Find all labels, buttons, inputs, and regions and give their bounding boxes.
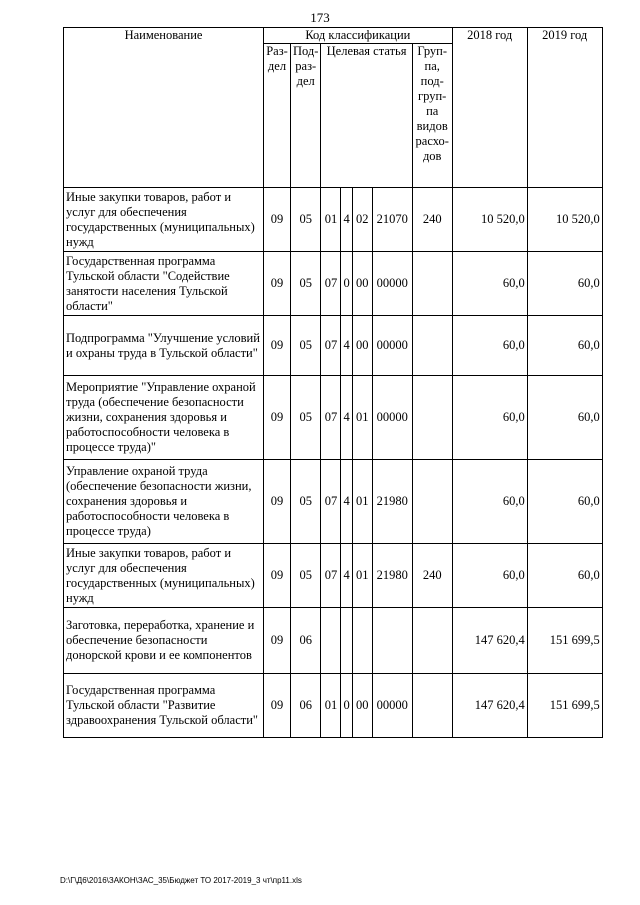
row-target-direction: 21980 xyxy=(372,460,412,544)
row-target-subprogram: 4 xyxy=(341,376,352,460)
header-target: Целевая статья xyxy=(321,44,412,188)
row-target-direction: 00000 xyxy=(372,376,412,460)
row-amount-2019: 60,0 xyxy=(527,316,602,376)
row-target-event: 00 xyxy=(352,674,372,738)
row-amount-2018: 60,0 xyxy=(452,316,527,376)
row-target-program: 07 xyxy=(321,544,341,608)
row-target-event: 00 xyxy=(352,252,372,316)
row-name: Мероприятие "Управление охраной труда (обеспечение безопасности жизни, сохранения здоровья и работоспособности человека в процессе труда)" xyxy=(64,376,264,460)
row-target-subprogram xyxy=(341,608,352,674)
table-row xyxy=(64,674,603,738)
row-target-event: 01 xyxy=(352,460,372,544)
row-subsection: 06 xyxy=(291,674,321,738)
row-target-subprogram: 4 xyxy=(341,460,352,544)
row-target-event: 00 xyxy=(352,316,372,376)
row-target-program xyxy=(321,608,341,674)
row-target-program: 01 xyxy=(321,188,341,252)
row-target-subprogram: 4 xyxy=(341,188,352,252)
row-amount-2018: 147 620,4 xyxy=(452,674,527,738)
table-row xyxy=(64,252,603,316)
row-target-direction: 00000 xyxy=(372,674,412,738)
row-subsection: 05 xyxy=(291,376,321,460)
row-section: 09 xyxy=(264,608,291,674)
row-subsection: 05 xyxy=(291,252,321,316)
row-amount-2018: 10 520,0 xyxy=(452,188,527,252)
row-section: 09 xyxy=(264,460,291,544)
row-subsection: 06 xyxy=(291,608,321,674)
row-expense-group xyxy=(412,608,452,674)
row-target-subprogram: 0 xyxy=(341,674,352,738)
row-target-event: 01 xyxy=(352,376,372,460)
budget-table xyxy=(63,27,603,738)
row-amount-2018: 60,0 xyxy=(452,252,527,316)
row-name: Управление охраной труда (обеспечение безопасности жизни, сохранения здоровья и работоспособности человека в процессе труда) xyxy=(64,460,264,544)
row-amount-2019: 60,0 xyxy=(527,460,602,544)
row-amount-2018: 147 620,4 xyxy=(452,608,527,674)
row-target-direction xyxy=(372,608,412,674)
row-name: Государственная программа Тульской области "Содействие занятости населения Тульской области" xyxy=(64,252,264,316)
row-section: 09 xyxy=(264,376,291,460)
row-target-subprogram: 4 xyxy=(341,316,352,376)
header-group: Груп- па, под- груп- па видов расхо- дов xyxy=(412,44,452,188)
row-name: Иные закупки товаров, работ и услуг для обеспечения государственных (муниципальных) нужд xyxy=(64,188,264,252)
header-2019: 2019 год xyxy=(527,28,602,188)
row-name: Иные закупки товаров, работ и услуг для обеспечения государственных (муниципальных) нужд xyxy=(64,544,264,608)
table-row xyxy=(64,544,603,608)
row-amount-2018: 60,0 xyxy=(452,544,527,608)
row-target-program: 07 xyxy=(321,316,341,376)
row-expense-group xyxy=(412,252,452,316)
header-code: Код классификации xyxy=(264,28,453,44)
row-section: 09 xyxy=(264,544,291,608)
row-target-event: 02 xyxy=(352,188,372,252)
row-section: 09 xyxy=(264,252,291,316)
row-section: 09 xyxy=(264,674,291,738)
table-row xyxy=(64,608,603,674)
row-section: 09 xyxy=(264,188,291,252)
row-expense-group xyxy=(412,674,452,738)
row-expense-group: 240 xyxy=(412,544,452,608)
row-amount-2019: 60,0 xyxy=(527,376,602,460)
row-amount-2019: 151 699,5 xyxy=(527,674,602,738)
file-path-footer: D:\Г\Д6\2016\ЗАКОН\ЗАС_35\Бюджет ТО 2017-2019_3 чт\пр11.xls xyxy=(60,876,302,885)
table-row xyxy=(64,188,603,252)
row-subsection: 05 xyxy=(291,188,321,252)
row-amount-2019: 151 699,5 xyxy=(527,608,602,674)
row-subsection: 05 xyxy=(291,544,321,608)
row-expense-group xyxy=(412,316,452,376)
header-name: Наименование xyxy=(64,28,264,188)
row-name: Государственная программа Тульской области "Развитие здравоохранения Тульской области" xyxy=(64,674,264,738)
row-subsection: 05 xyxy=(291,460,321,544)
page-number: 173 xyxy=(310,10,330,25)
row-target-event: 01 xyxy=(352,544,372,608)
header-subsection: Под- раз- дел xyxy=(291,44,321,188)
row-target-program: 07 xyxy=(321,252,341,316)
header-section: Раз- дел xyxy=(264,44,291,188)
row-amount-2019: 10 520,0 xyxy=(527,188,602,252)
row-target-program: 07 xyxy=(321,376,341,460)
row-target-program: 01 xyxy=(321,674,341,738)
row-target-direction: 00000 xyxy=(372,316,412,376)
table-row xyxy=(64,460,603,544)
row-target-program: 07 xyxy=(321,460,341,544)
row-target-direction: 00000 xyxy=(372,252,412,316)
row-target-direction: 21070 xyxy=(372,188,412,252)
row-amount-2019: 60,0 xyxy=(527,544,602,608)
row-expense-group: 240 xyxy=(412,188,452,252)
table-row xyxy=(64,316,603,376)
row-amount-2018: 60,0 xyxy=(452,460,527,544)
row-amount-2018: 60,0 xyxy=(452,376,527,460)
row-name: Заготовка, переработка, хранение и обеспечение безопасности донорской крови и ее компонентов xyxy=(64,608,264,674)
row-expense-group xyxy=(412,376,452,460)
table-row xyxy=(64,376,603,460)
row-target-subprogram: 4 xyxy=(341,544,352,608)
header-2018: 2018 год xyxy=(452,28,527,188)
row-amount-2019: 60,0 xyxy=(527,252,602,316)
row-expense-group xyxy=(412,460,452,544)
row-target-subprogram: 0 xyxy=(341,252,352,316)
row-target-direction: 21980 xyxy=(372,544,412,608)
row-name: Подпрограмма "Улучшение условий и охраны труда в Тульской области" xyxy=(64,316,264,376)
row-subsection: 05 xyxy=(291,316,321,376)
row-section: 09 xyxy=(264,316,291,376)
row-target-event xyxy=(352,608,372,674)
